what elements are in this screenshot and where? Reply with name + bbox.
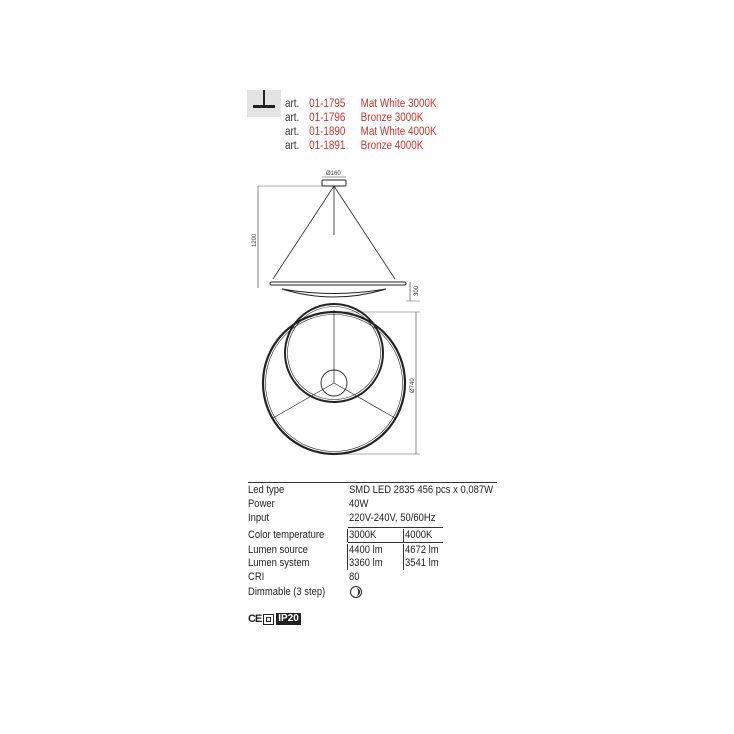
technical-drawing: [230, 165, 430, 465]
spec-row-lumen-system: [248, 556, 508, 570]
spec-label: Led type: [248, 484, 285, 496]
spec-label: Input: [248, 512, 270, 524]
spec-row-dimmable: [248, 585, 508, 599]
height-dimension: 1200: [252, 233, 258, 247]
spec-value: 40W: [349, 498, 369, 510]
ring-side-inner: [282, 289, 386, 297]
spec-label: Lumen source: [248, 544, 308, 556]
certification-marks: [248, 612, 301, 626]
diameter-dimension: Ø740: [410, 378, 416, 393]
ring-depth-dimension: 300: [414, 285, 420, 296]
article-code: 01-1891: [309, 140, 346, 152]
article-code: 01-1890: [309, 126, 346, 138]
spec-value-4000k: 3541 lm: [405, 557, 439, 569]
article-row: [285, 125, 437, 139]
spec-row-color-temperature: [248, 528, 508, 542]
article-description: Bronze 3000K: [360, 112, 424, 124]
spec-row-led-type: [248, 483, 508, 497]
article-description: Bronze 4000K: [360, 140, 424, 152]
ring-side-top: [270, 282, 406, 285]
ip-rating: IP20: [278, 613, 299, 624]
spec-label: Dimmable (3 step): [248, 586, 326, 598]
spec-label: Color temperature: [248, 529, 325, 541]
spec-value: 220V-240V, 50/60Hz: [349, 512, 436, 524]
canopy-dimension: Ø160: [326, 171, 341, 177]
spec-row-lumen-source: [248, 543, 508, 557]
article-row: [285, 139, 423, 153]
article-description: Mat White 3000K: [360, 98, 437, 110]
spec-row-cri: [248, 570, 508, 584]
spec-value: 80: [349, 571, 360, 583]
article-row: [285, 111, 423, 125]
spec-value-3000k: 3000K: [349, 529, 377, 541]
class-II-icon: [263, 614, 274, 625]
spec-value-3000k: 3360 lm: [349, 557, 383, 569]
spec-value-4000k: 4672 lm: [405, 544, 439, 556]
suspension-wire: [273, 186, 334, 279]
article-description: Mat White 4000K: [360, 126, 437, 138]
article-label: art.: [285, 112, 300, 124]
spec-value: SMD LED 2835 456 pcs x 0,087W: [349, 484, 494, 496]
article-label: art.: [285, 126, 300, 138]
spec-label: CRI: [248, 571, 265, 583]
spec-label: Power: [248, 498, 275, 510]
spec-value-4000k: 4000K: [405, 529, 433, 541]
article-code: 01-1796: [309, 112, 346, 124]
ce-mark: CE: [248, 613, 262, 625]
article-label: art.: [285, 98, 300, 110]
spec-row-input: [248, 511, 508, 525]
article-label: art.: [285, 140, 300, 152]
dimmer-icon: [349, 585, 363, 599]
article-row: [285, 97, 437, 111]
spec-value-3000k: 4400 lm: [349, 544, 383, 556]
spec-label: Lumen system: [248, 557, 310, 569]
canopy: [322, 180, 346, 186]
spec-row-power: [248, 497, 508, 511]
article-code: 01-1795: [309, 98, 346, 110]
suspension-wire: [334, 186, 395, 279]
